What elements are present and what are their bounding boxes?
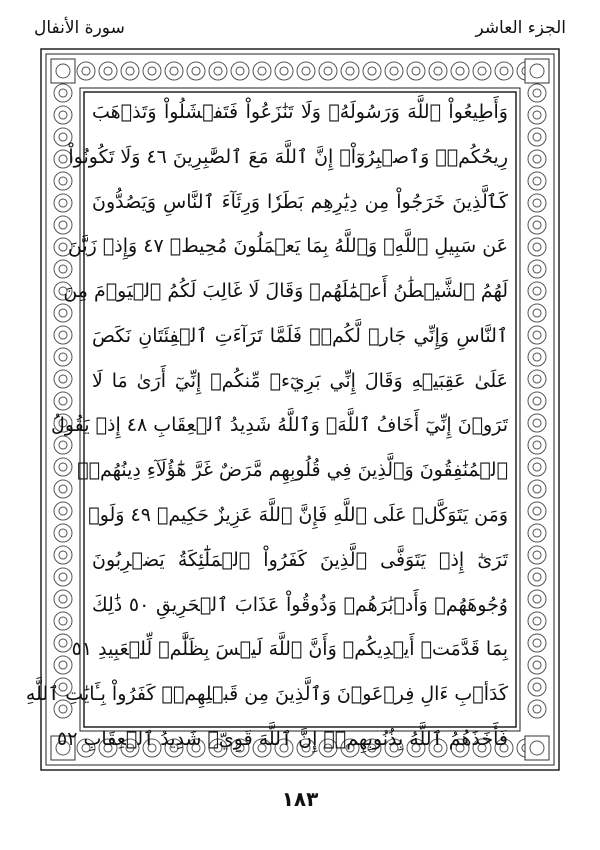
verse-line: وَمَن يَتَوَكَّلۡ عَلَى ٱللَّهِ فَإِنَّ ٱللَّهَ عَزِيزٌ حَكِيمٞ ٤٩ وَلَوۡ bbox=[88, 504, 508, 527]
surah-title: سورة الأنفال bbox=[34, 18, 125, 38]
verse-line: لَهُمُ ٱلشَّيۡطَٰنُ أَعۡمَٰلَهُمۡ وَقَالَ لَا غَالِبَ لَكُمُ ٱلۡيَوۡمَ مِنَ bbox=[63, 280, 508, 303]
verse-line: وُجُوهَهُمۡ وَأَدۡبَٰرَهُمۡ وَذُوقُواْ عَذَابَ ٱلۡحَرِيقِ ٥٠ ذَٰلِكَ bbox=[92, 593, 508, 616]
verse-line: عَن سَبِيلِ ٱللَّهِۚ وَٱللَّهُ بِمَا يَعۡمَلُونَ مُحِيطٞ ٤٧ وَإِذۡ زَيَّنَ bbox=[67, 235, 508, 258]
verse-line: فَأَخَذَهُمُ ٱللَّهُ بِذُنُوبِهِمۡۚ إِنَّ ٱللَّهَ قَوِيّٞ شَدِيدُ ٱلۡعِقَابِ ٥٢ bbox=[57, 727, 508, 750]
verse-line: رِيحُكُمۡۖ وَٱصۡبِرُوٓاْۚ إِنَّ ٱللَّهَ مَعَ ٱلصَّٰبِرِينَ ٤٦ وَلَا تَكُونُواْ bbox=[68, 145, 508, 168]
verse-line: كَٱلَّذِينَ خَرَجُواْ مِن دِيَٰرِهِم بَطَرٗا وَرِئَآءَ ٱلنَّاسِ وَيَصُدُّونَ bbox=[92, 190, 508, 213]
verse-line: تَرَوۡنَ إِنِّيٓ أَخَافُ ٱللَّهَۚ وَٱللَّهُ شَدِيدُ ٱلۡعِقَابِ ٤٨ إِذۡ يَقُولُ bbox=[51, 414, 508, 437]
page-number: ١٨٣ bbox=[281, 787, 319, 811]
verse-line: كَدَأۡبِ ءَالِ فِرۡعَوۡنَ وَٱلَّذِينَ مِن قَبۡلِهِمۡۚ كَفَرُواْ بِـَٔايَٰتِ ٱللَّهِ bbox=[25, 683, 508, 706]
page-header bbox=[34, 14, 566, 42]
verse-line: بِمَا قَدَّمَتۡ أَيۡدِيكُمۡ وَأَنَّ ٱللَّهَ لَيۡسَ بِظَلَّٰمٖ لِّلۡعَبِيدِ ٥١ bbox=[71, 638, 508, 661]
verse-line: وَأَطِيعُواْ ٱللَّهَ وَرَسُولَهُۥ وَلَا تَنَٰزَعُواْ فَتَفۡشَلُواْ وَتَذۡهَبَ bbox=[92, 101, 508, 123]
verse-line: ٱلۡمُنَٰفِقُونَ وَٱلَّذِينَ فِي قُلُوبِهِم مَّرَضٌ غَرَّ هَٰٓؤُلَآءِ دِينُهُمۡۗ bbox=[77, 459, 508, 482]
verse-text-block bbox=[25, 98, 508, 754]
juz-title: الجزء العاشر bbox=[475, 18, 566, 38]
verse-line: ٱلنَّاسِ وَإِنِّي جَارٞ لَّكُمۡۖ فَلَمَّا تَرَآءَتِ ٱلۡفِئَتَانِ نَكَصَ bbox=[92, 324, 508, 347]
verse-line: تَرَىٰٓ إِذۡ يَتَوَفَّى ٱلَّذِينَ كَفَرُواْ ٱلۡمَلَٰٓئِكَةُ يَضۡرِبُونَ bbox=[92, 548, 508, 571]
verse-line: عَلَىٰ عَقِبَيۡهِ وَقَالَ إِنِّي بَرِيٓءٞ مِّنكُمۡ إِنِّيٓ أَرَىٰ مَا لَا bbox=[92, 369, 508, 392]
